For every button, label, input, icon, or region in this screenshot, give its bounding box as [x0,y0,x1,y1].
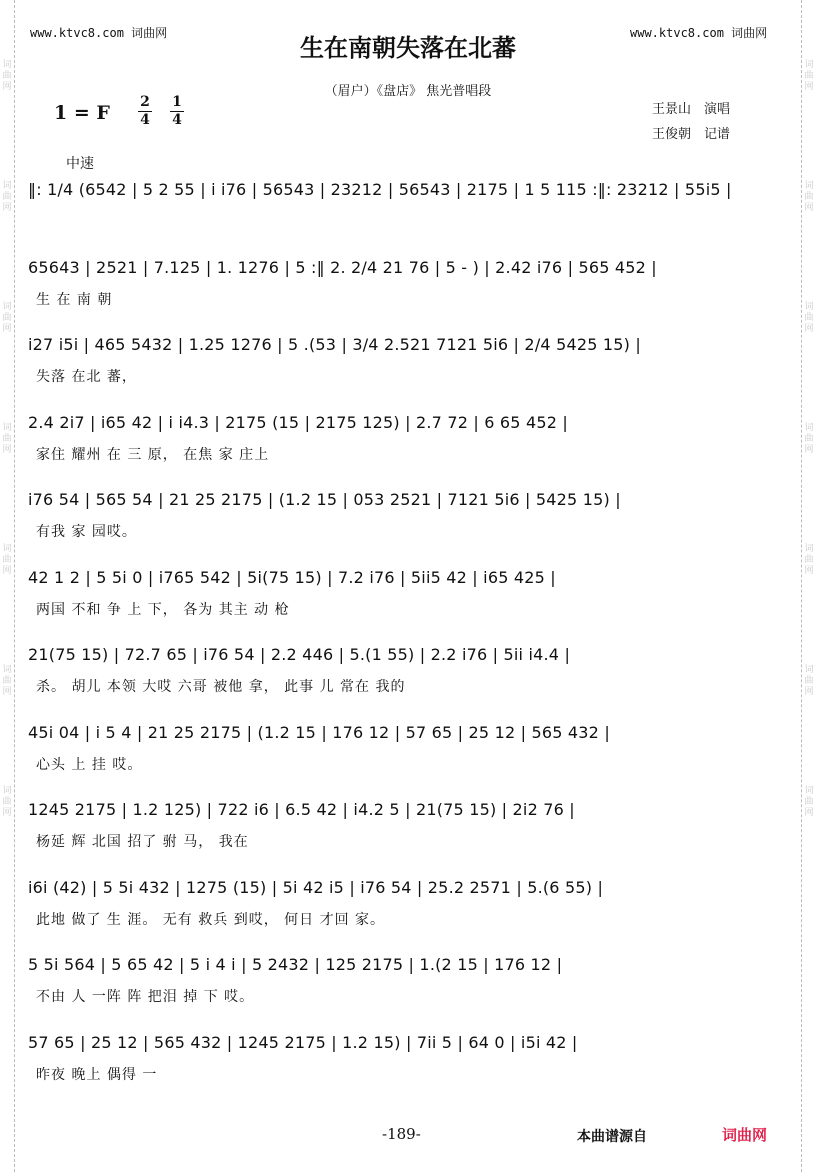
score-system-5-notes: i76 54 | 565 54 | 21 25 2175 | (1.2 15 | 053 2521 | 7121 5i6 | 5425 15) | [28,490,621,509]
time-sig-2-denominator: 4 [172,112,182,128]
score-system-4-lyrics: 家住 耀州 在 三 原， 在焦 家 庄上 [36,447,270,463]
page-number: -189- [382,1125,421,1143]
score-system-3-lyrics: 失落 在北 蕃， [36,369,137,385]
right-watermark: 词 曲 网 词 曲 网 词 曲 网 词 曲 网 词 曲 网 词 曲 网 词 曲 网 [804,60,814,818]
score-system-4-notes: 2.4 2i7 | i65 42 | i i4.3 | 2175 (15 | 2175 125) | 2.7 72 | 6 65 452 | [28,413,568,432]
source-label: 本曲谱源自 [577,1129,647,1145]
score-system-3-notes: i27 i5i | 465 5432 | 1.25 1276 | 5 .(53 | 3/4 2.521 7121 5i6 | 2/4 5425 15) | [28,335,641,354]
song-subtitle: （眉户）《盘店》 焦光普唱段 [324,84,492,99]
tempo-marking: 中速 [66,156,94,172]
time-sig-1-denominator: 4 [140,112,150,128]
score-system-10-lyrics: 此地 做了 生 涯。 无有 救兵 到哎， 何日 才回 家。 [36,912,386,928]
time-sig-1-numerator: 2 [138,94,152,112]
score-system-2-notes: 65643 | 2521 | 7.125 | 1. 1276 | 5 :‖ 2. 2/4 21 76 | 5 - ) | 2.42 i76 | 565 452 | [28,258,657,277]
score-system-8-lyrics: 心头 上 挂 哎。 [36,757,143,773]
score-system-2-lyrics: 生 在 南 朝 [36,292,113,308]
left-watermark: 词 曲 网 词 曲 网 词 曲 网 词 曲 网 词 曲 网 词 曲 网 词 曲 网 [2,60,12,818]
song-title: 生在南朝失落在北蕃 [300,33,516,62]
score-system-6-lyrics: 两国 不和 争 上 下， 各为 其主 动 枪 [36,602,290,618]
score-system-7-lyrics: 杀。 胡儿 本领 大哎 六哥 被他 拿， 此事 儿 常在 我的 [36,679,406,695]
brand-link[interactable]: 词曲网 [722,1126,768,1144]
score-system-1-notes: ‖: 1/4 (6542 | 5 2 55 | i i76 | 56543 | 23212 | 56543 | 2175 | 1 5 115 :‖: 23212 | 55i5 | [28,180,732,199]
site-url-right[interactable]: www.ktvc8.com 词曲网 [630,26,768,40]
score-system-11-notes: 5 5i 564 | 5 65 42 | 5 i 4 i | 5 2432 | 125 2175 | 1.(2 15 | 176 12 | [28,955,563,974]
score-system-5-lyrics: 有我 家 园哎。 [36,524,137,540]
score-system-6-notes: 42 1 2 | 5 5i 0 | i765 542 | 5i(75 15) | 7.2 i76 | 5ii5 42 | i65 425 | [28,568,556,587]
time-signature-2-4 [138,94,152,129]
time-signature-1-4 [170,94,184,129]
score-system-9-notes: 1245 2175 | 1.2 125) | 722 i6 | 6.5 42 | i4.2 5 | 21(75 15) | 2i2 76 | [28,800,575,819]
site-url-left[interactable]: www.ktvc8.com 词曲网 [30,26,168,40]
score-system-7-notes: 21(75 15) | 72.7 65 | i76 54 | 2.2 446 | 5.(1 55) | 2.2 i76 | 5ii i4.4 | [28,645,571,664]
notator-credit: 王俊朝 记谱 [652,127,731,142]
right-margin-strip [801,0,816,1172]
score-system-9-lyrics: 杨延 辉 北国 招了 驸 马， 我在 [36,834,249,850]
key-signature: 1 = F [54,102,110,124]
score-system-12-notes: 57 65 | 25 12 | 565 432 | 1245 2175 | 1.2 15) | 7ii 5 | 64 0 | i5i 42 | [28,1033,578,1052]
time-sig-2-numerator: 1 [170,94,184,112]
singer-credit: 王景山 演唱 [652,102,731,117]
left-margin-strip [0,0,15,1172]
score-system-12-lyrics: 昨夜 晚上 偶得 一 [36,1067,158,1083]
score-system-8-notes: 45i 04 | i 5 4 | 21 25 2175 | (1.2 15 | 176 12 | 57 65 | 25 12 | 565 432 | [28,723,610,742]
score-system-10-notes: i6i (42) | 5 5i 432 | 1275 (15) | 5i 42 i5 | i76 54 | 25.2 2571 | 5.(6 55) | [28,878,604,897]
score-system-11-lyrics: 不由 人 一阵 阵 把泪 掉 下 哎。 [36,989,255,1005]
